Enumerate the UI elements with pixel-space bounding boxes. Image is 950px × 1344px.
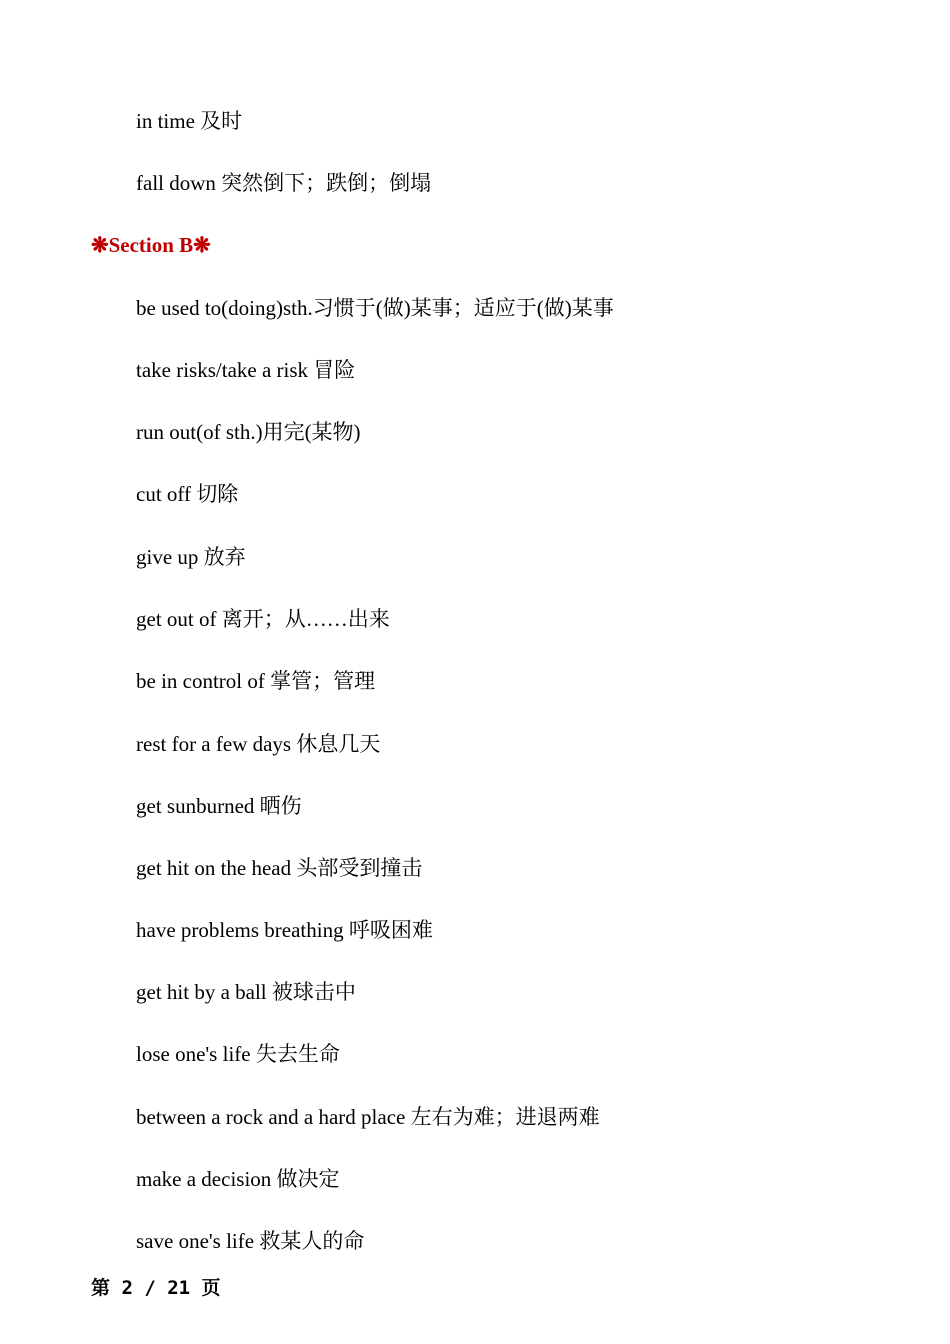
phrase-entry: rest for a few days 休息几天 bbox=[136, 732, 381, 756]
phrase-entry: lose one's life 失去生命 bbox=[136, 1042, 340, 1066]
page-number-footer: 第 2 / 21 页 bbox=[91, 1277, 221, 1299]
phrase-entry: get hit on the head 头部受到撞击 bbox=[136, 856, 423, 880]
phrase-entry: between a rock and a hard place 左右为难；进退两难 bbox=[136, 1105, 600, 1129]
phrase-entry: save one's life 救某人的命 bbox=[136, 1229, 365, 1253]
section-heading: ❋Section B❋ bbox=[91, 233, 211, 257]
phrase-entry: get out of 离开；从……出来 bbox=[136, 607, 390, 631]
phrase-entry: get hit by a ball 被球击中 bbox=[136, 980, 356, 1004]
phrase-entry: cut off 切除 bbox=[136, 482, 239, 506]
phrase-entry: be in control of 掌管；管理 bbox=[136, 669, 376, 693]
phrase-entry: give up 放弃 bbox=[136, 545, 246, 569]
phrase-entry: get sunburned 晒伤 bbox=[136, 794, 302, 818]
phrase-entry: run out(of sth.)用完(某物) bbox=[136, 420, 361, 444]
phrase-entry: make a decision 做决定 bbox=[136, 1167, 340, 1191]
phrase-entry: have problems breathing 呼吸困难 bbox=[136, 918, 433, 942]
phrase-entry: be used to(doing)sth.习惯于(做)某事；适应于(做)某事 bbox=[136, 296, 614, 320]
phrase-entry: fall down 突然倒下；跌倒；倒塌 bbox=[136, 171, 432, 195]
phrase-entry: in time 及时 bbox=[136, 109, 243, 133]
phrase-entry: take risks/take a risk 冒险 bbox=[136, 358, 356, 382]
